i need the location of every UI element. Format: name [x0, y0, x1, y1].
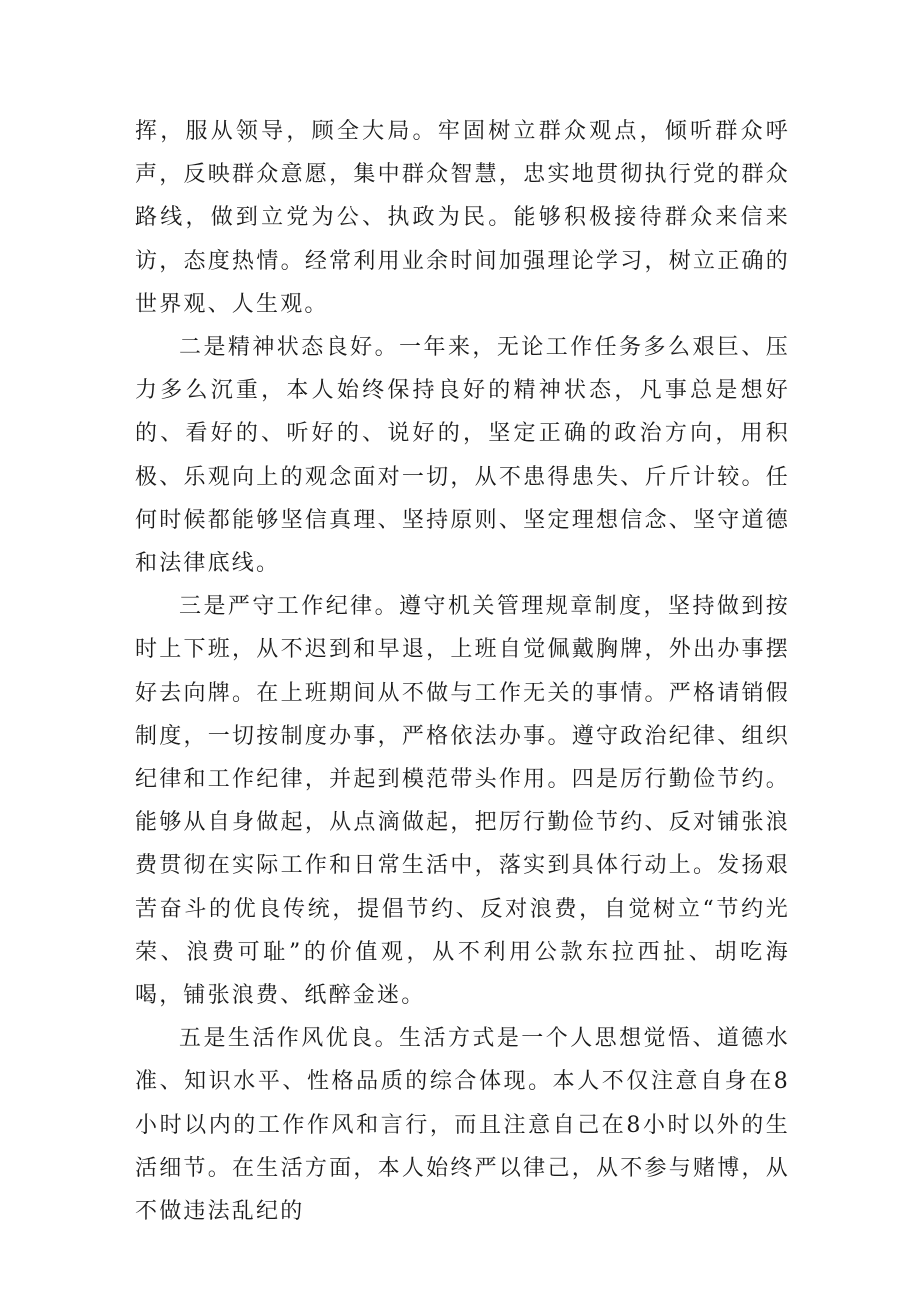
- document-body: [135, 110, 790, 1233]
- paragraph-4: 五是生活作风优良。生活方式是一个人思想觉悟、道德水准、知识水平、性格品质的综合体现。本人不仅注意自身在8小时以内的工作作风和言行，而且注意自己在8小时以外的生活细节。在生活方面，本人始终严以律己，从不参与赌博，从不做违法乱纪的: [135, 1026, 790, 1225]
- paragraph-2: 二是精神状态良好。一年来，无论工作任务多么艰巨、压力多么沉重，本人始终保持良好的精神状态，凡事总是想好的、看好的、听好的、说好的，坚定正确的政治方向，用积极、乐观向上的观念面对一切，从不患得患失、斤斤计较。任何时候都能够坚信真理、坚持原则、坚定理想信念、坚守道德和法律底线。: [135, 335, 790, 577]
- paragraph-3: 三是严守工作纪律。遵守机关管理规章制度，坚持做到按时上下班，从不迟到和早退，上班自觉佩戴胸牌，外出办事摆好去向牌。在上班期间从不做与工作无关的事情。严格请销假制度，一切按制度办事，严格依法办事。遵守政治纪律、组织纪律和工作纪律，并起到模范带头作用。四是厉行勤俭节约。能够从自身做起，从点滴做起，把厉行勤俭节约、反对铺张浪费贯彻在实际工作和日常生活中，落实到具体行动上。发扬艰苦奋斗的优良传统，提倡节约、反对浪费，自觉树立“节约光荣、浪费可耻”的价值观，从不利用公款东拉西扯、胡吃海喝，铺张浪费、纸醉金迷。: [135, 594, 790, 1009]
- paragraph-1: 挥，服从领导，顾全大局。牢固树立群众观点，倾听群众呼声，反映群众意愿，集中群众智慧，忠实地贯彻执行党的群众路线，做到立党为公、执政为民。能够积极接待群众来信来访，态度热情。经常利用业余时间加强理论学习，树立正确的世界观、人生观。: [135, 119, 790, 317]
